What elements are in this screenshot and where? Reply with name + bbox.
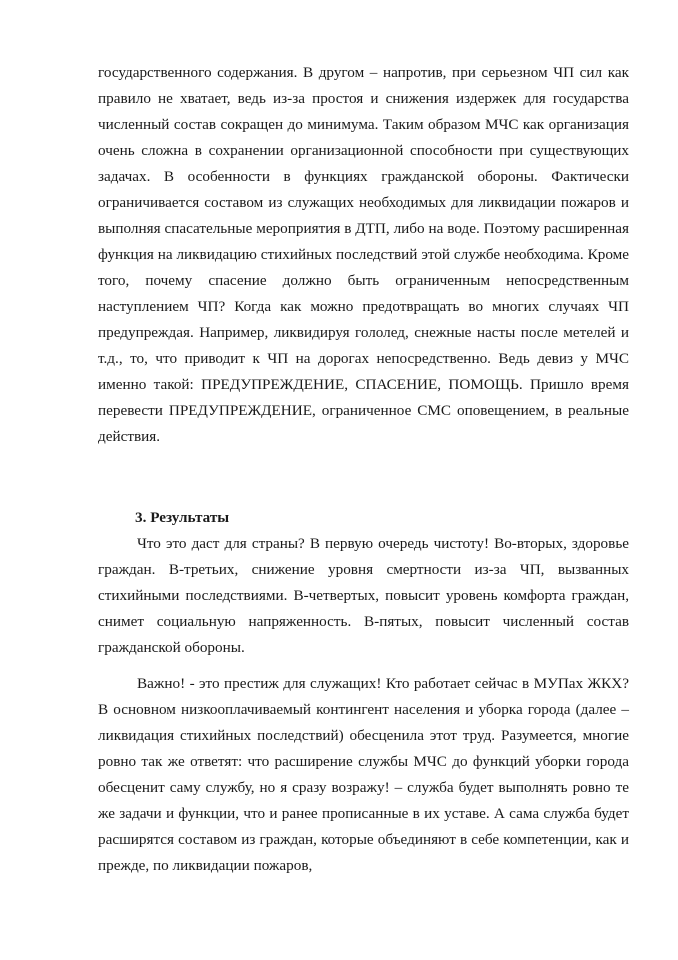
paragraph-continuation: государственного содержания. В другом – напротив, при серьезном ЧП сил как правило не хватает, ведь из-за простоя и снижения издержек для государства численный состав сокращен до минимума. Таким образом МЧС как организация очень сложна в сохранении организационной способности при существующих задачах. В особенности в функциях гражданской обороны. Фактически ограничивается составом из служащих необходимых для ликвидации пожаров и выполняя спасательные мероприятия в ДТП, либо на воде. Поэтому расширенная функция на ликвидацию стихийных последствий этой службе необходима. Кроме того, почему спасение должно быть ограниченным непосредственным наступлением ЧП? Когда как можно предотвращать во многих случаях ЧП предупреждая. Например, ликвидируя гололед, снежные насты после метелей и т.д., то, что приводит к ЧП на дорогах непосредственно. Ведь девиз у МЧС именно такой: ПРЕДУПРЕЖДЕНИЕ, СПАСЕНИЕ, ПОМОЩЬ. Пришло время перевести ПРЕДУПРЕЖДЕНИЕ, ограниченное СМС оповещением, в реальные действия. xyxy=(98,64,629,445)
paragraph-results: Что это даст для страны? В первую очередь чистоту! Во-вторых, здоровье граждан. В-третьих, снижение уровня смертности из-за ЧП, вызванных стихийными последствиями. В-четвертых, повысит уровень комфорта граждан, снимет социальную напряженность. В-пятых, повысит численный состав гражданской обороны. xyxy=(98,535,629,656)
paragraph-important: Важно! - это престиж для служащих! Кто работает сейчас в МУПах ЖКХ? В основном низкооплачиваемый контингент населения и уборка города (далее – ликвидация стихийных последствий) обесценила этот труд. Разумеется, многие ровно так же ответят: что расширение службы МЧС до функций уборки города обесценит саму службу, но я сразу возражу! – служба будет выполнять ровно те же задачи и функции, что и ранее прописанные в их уставе. А сама служба будет расширятся составом из граждан, которые объединяют в себе компетенции, как и прежде, по ликвидации пожаров, xyxy=(98,675,629,874)
section-heading-results: 3. Результаты xyxy=(135,509,230,526)
